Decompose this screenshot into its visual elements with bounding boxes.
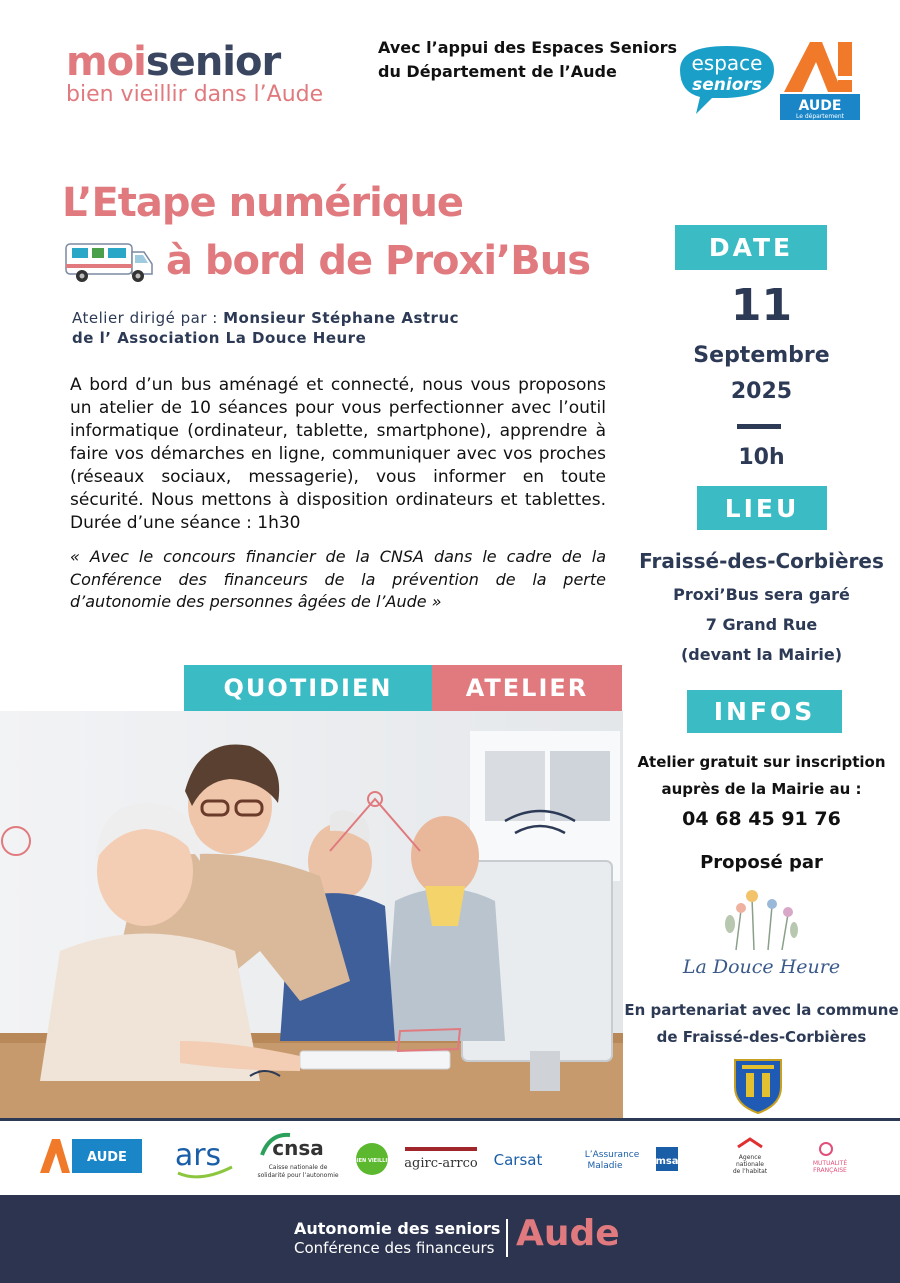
bottom-rule — [0, 1118, 900, 1121]
msa-logo — [655, 1147, 678, 1171]
brand-tagline: bien vieillir dans l’Aude — [66, 82, 324, 107]
date-time: 10h — [738, 445, 785, 470]
lieu-label: LIEU — [697, 486, 827, 530]
aude-partner-logo — [40, 1139, 142, 1173]
ars-logo — [175, 1138, 232, 1177]
support-line-2: du Département de l’Aude — [378, 62, 617, 81]
aude-department-logo — [780, 38, 860, 120]
support-line-1: Avec l’appui des Espaces Seniors — [378, 38, 678, 57]
partner-anah-2: nationale — [735, 1161, 765, 1168]
partner-anah-3: de l’habitat — [732, 1168, 768, 1175]
aude-logo-name: AUDE — [798, 98, 842, 114]
espace-logo-text-2: seniors — [692, 75, 762, 95]
partner-assurance-2: Maladie — [587, 1161, 623, 1171]
infos-label: INFOS — [687, 690, 842, 733]
date-divider — [737, 424, 781, 429]
date-year: 2025 — [730, 379, 793, 404]
brand-moi: moi — [66, 39, 146, 85]
partner-mutualite-1: MUTUALITÉ — [812, 1160, 848, 1167]
location-town: Fraissé-des-Corbières — [639, 549, 884, 573]
seniors-computer-photo — [0, 711, 623, 1118]
partner-aude-text: AUDE — [87, 1150, 127, 1165]
footer-line-1: Autonomie des seniors — [294, 1219, 501, 1238]
title-line-1: L’Etape numérique — [62, 180, 464, 226]
footer-region: Aude — [516, 1213, 620, 1254]
leader-prefix: Atelier dirigé par : — [72, 309, 224, 327]
date-day: 11 — [730, 280, 793, 331]
agirc-arrco-logo — [404, 1147, 478, 1171]
partner-cnsa-text: cnsa — [272, 1136, 324, 1160]
partner-mutualite-2: FRANÇAISE — [813, 1167, 847, 1174]
commune-coat-of-arms-icon — [732, 1057, 784, 1115]
leader-association: de l’ Association La Douce Heure — [72, 329, 367, 347]
assurance-maladie-logo — [585, 1150, 640, 1171]
partner-cnsa-sub-2: solidarité pour l’autonomie — [257, 1172, 339, 1179]
workshop-description: A bord d’un bus aménagé et connecté, nous vous proposons un atelier de 10 séances pour vous perfectionner avec l’outil informatique (ordinateur, tablette, smartphone), apprendre à faire vos démarches en ligne, communiquer avec vos proches (réseaux sociaux, messagerie), vous informer en toute sécurité. Nous mettons à disposition ordinateurs et tablettes. Durée d’une séance : 1h30 — [70, 375, 606, 533]
footer — [0, 1195, 900, 1283]
location-line-2: 7 Grand Rue — [705, 615, 818, 634]
date-month: Septembre — [693, 343, 830, 368]
phone-number: 04 68 45 91 76 — [682, 808, 841, 830]
bien-vieillir-logo — [353, 1143, 391, 1175]
info-line-2: auprès de la Mairie au : — [661, 780, 862, 798]
title-line-2: à bord de Proxi’Bus — [166, 238, 591, 284]
la-douce-heure-flowers-icon — [706, 880, 816, 952]
proxibus-icon — [64, 238, 156, 284]
proposed-by: Proposé par — [700, 852, 823, 873]
footer-separator — [506, 1219, 508, 1257]
support-text — [378, 36, 677, 84]
date-label: DATE — [675, 225, 827, 270]
banner-quotidien: QUOTIDIEN — [184, 665, 432, 711]
funding-quote: « Avec le concours financier de la CNSA dans le cadre de la Conférence des financeurs de la prévention de la perte d’autonomie des personnes âgées de l’Aude » — [70, 547, 606, 611]
leader-name: Monsieur Stéphane Astruc — [223, 309, 460, 327]
carsat-logo — [494, 1151, 543, 1169]
la-douce-heure-logo-text: La Douce Heure — [682, 956, 841, 978]
banner-atelier: ATELIER — [432, 665, 622, 711]
anah-logo — [733, 1139, 768, 1175]
partner-ars-text: ars — [174, 1138, 222, 1173]
partner-logos — [0, 1125, 900, 1193]
info-line-1: Atelier gratuit sur inscription — [637, 753, 886, 771]
espace-logo-text-1: espace — [691, 51, 763, 75]
espace-seniors-logo — [672, 40, 782, 118]
partnership-line-1: En partenariat avec la commune — [624, 1001, 899, 1019]
partner-carsat-text: Carsat — [493, 1151, 543, 1169]
footer-line-2: Conférence des financeurs — [294, 1239, 495, 1257]
partnership-line-2: de Fraissé-des-Corbières — [656, 1028, 867, 1046]
workshop-leader — [72, 308, 459, 348]
partner-bienvieillir-text: BIEN VIEILLIR — [352, 1158, 392, 1164]
partner-cnsa-sub-1: Caisse nationale de — [268, 1164, 328, 1171]
aude-logo-sub: Le département — [795, 113, 845, 120]
brand-senior: senior — [145, 39, 281, 85]
location-line-1: Proxi’Bus sera garé — [673, 585, 850, 604]
location-line-3: (devant la Mairie) — [680, 645, 843, 664]
partner-agirc-text: agirc-arrco — [404, 1156, 478, 1171]
cnsa-logo — [257, 1135, 338, 1179]
partner-anah-1: Agence — [738, 1154, 762, 1161]
moisenior-logo — [66, 40, 323, 108]
partner-msa-text: msa — [655, 1156, 679, 1167]
mutualite-francaise-logo — [813, 1143, 848, 1174]
partner-assurance-1: L’Assurance — [584, 1150, 640, 1160]
